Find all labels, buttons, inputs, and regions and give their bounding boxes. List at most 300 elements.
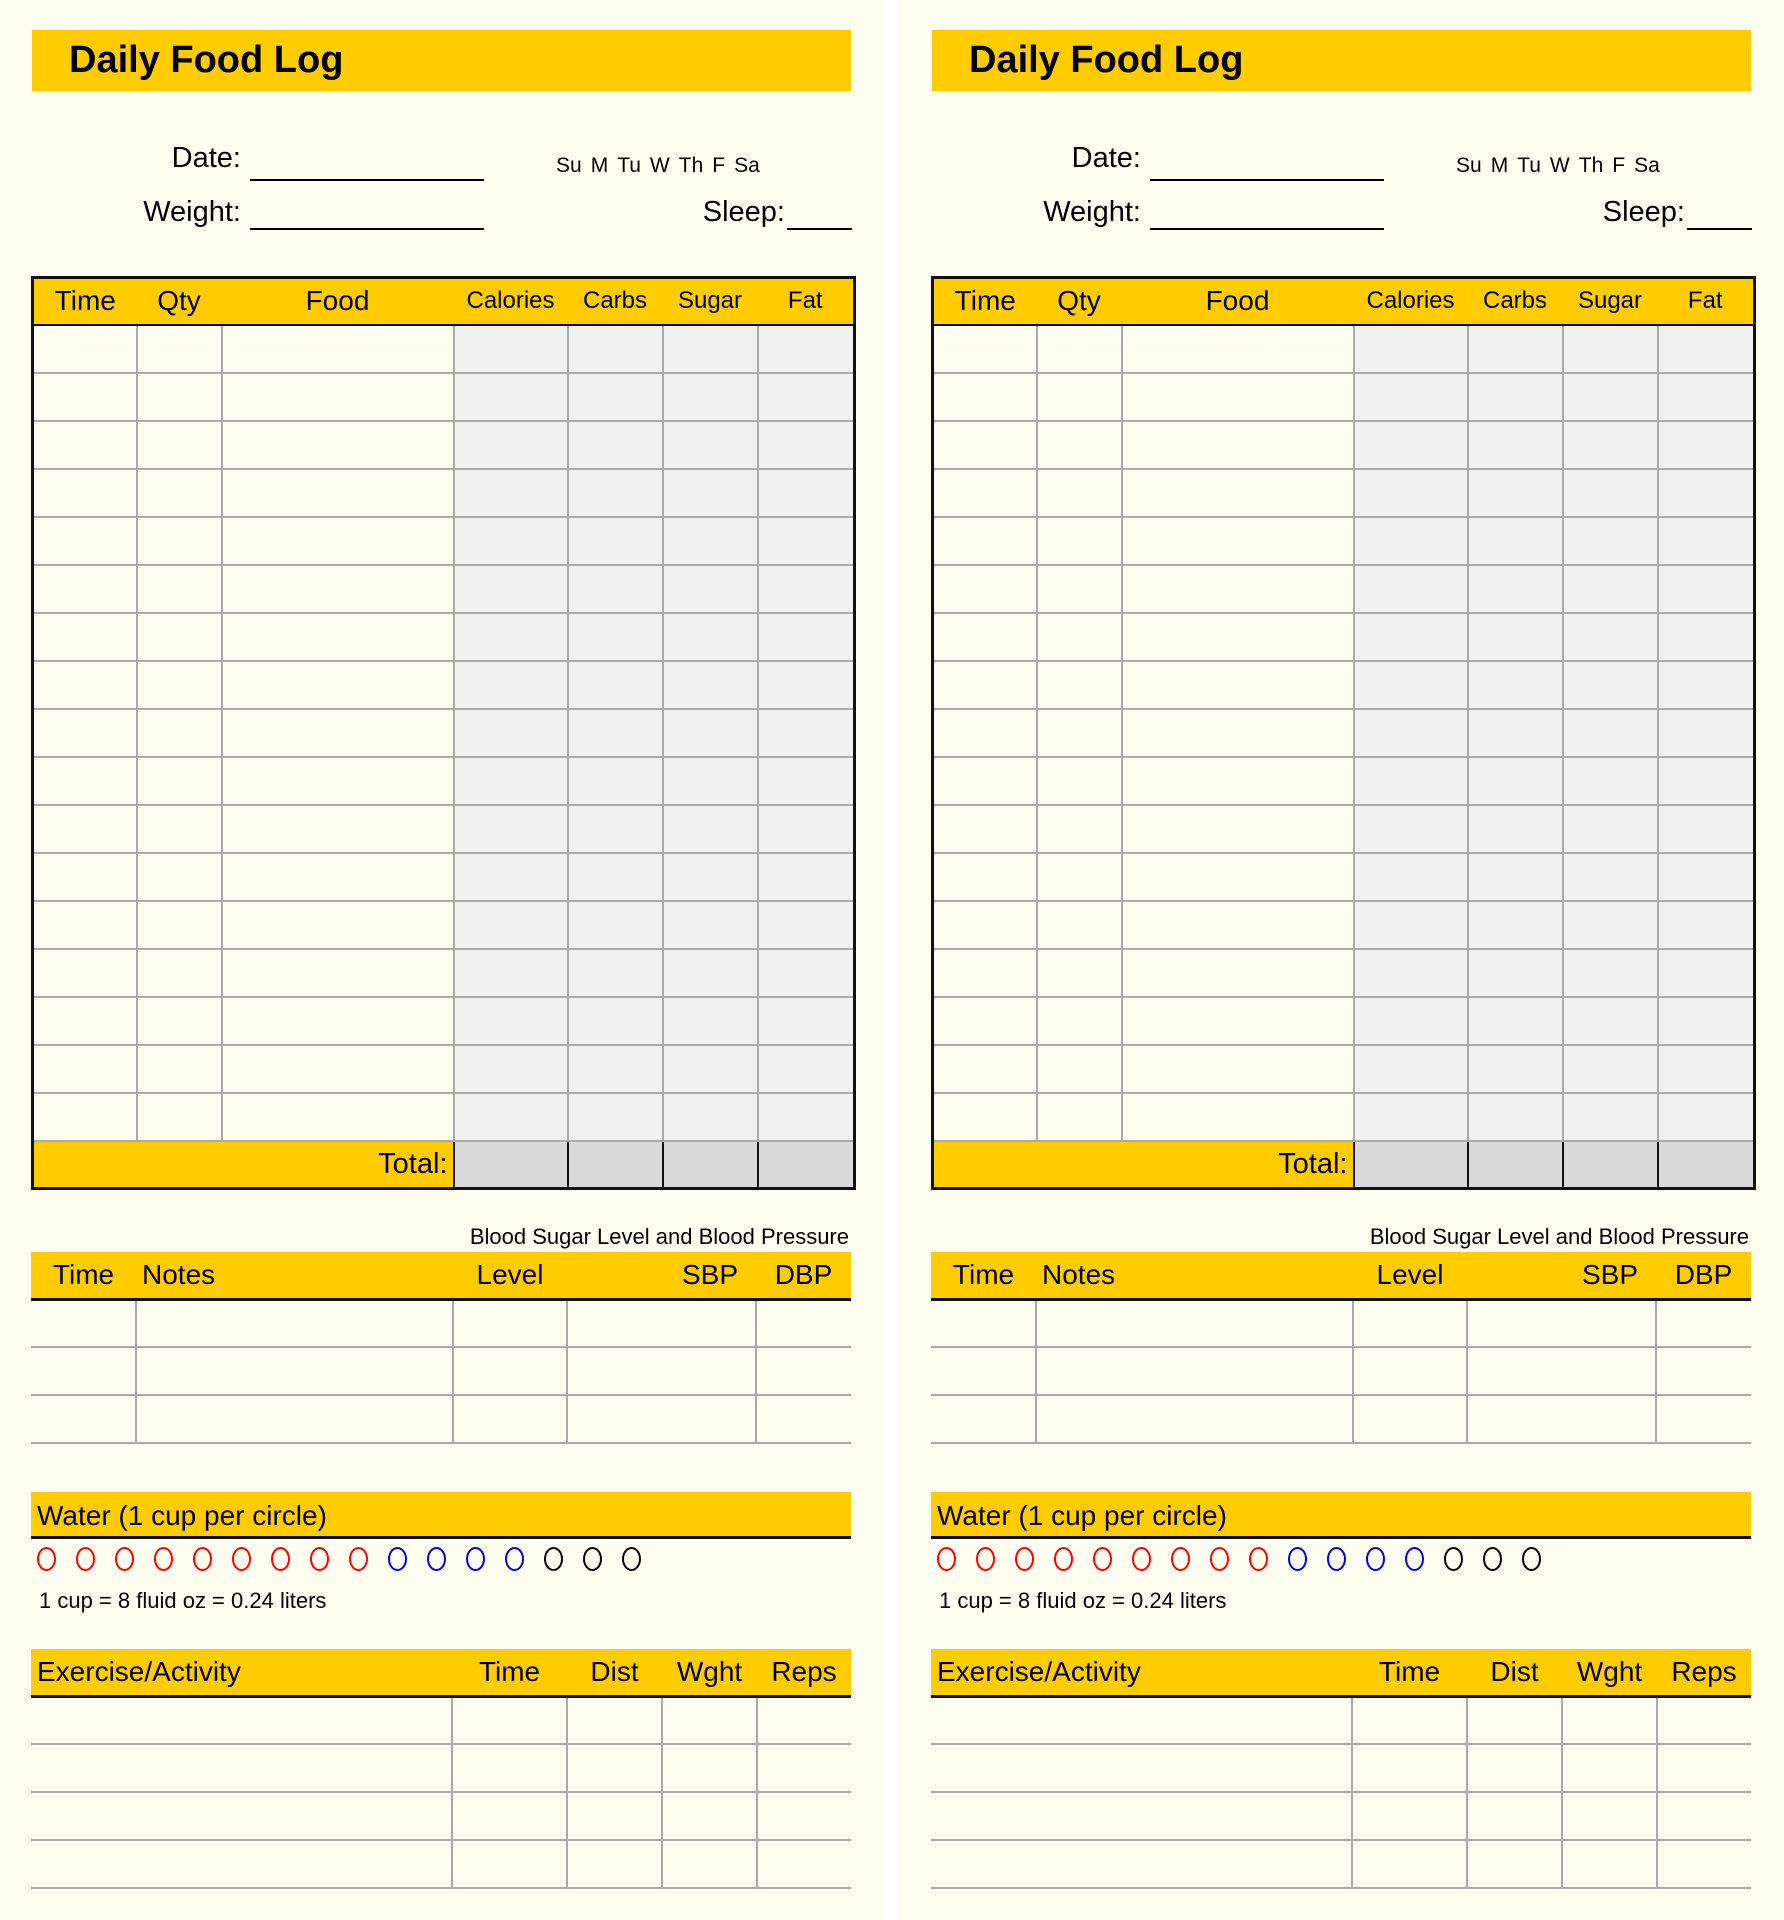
food-cell-time[interactable] (933, 805, 1037, 853)
blood-cell-level[interactable] (1353, 1395, 1467, 1443)
food-cell-fat[interactable] (1658, 613, 1755, 661)
water-cup-circle[interactable] (1132, 1547, 1151, 1571)
food-cell-carbs[interactable] (1468, 421, 1563, 469)
blood-cell-time[interactable] (931, 1299, 1036, 1347)
exercise-cell-reps[interactable] (757, 1744, 851, 1792)
exercise-cell-activity[interactable] (31, 1744, 452, 1792)
water-cup-circle[interactable] (1405, 1547, 1424, 1571)
food-cell-sugar[interactable] (663, 709, 758, 757)
food-cell-sugar[interactable] (663, 1045, 758, 1093)
exercise-cell-reps[interactable] (1657, 1792, 1751, 1840)
food-cell-carbs[interactable] (1468, 997, 1563, 1045)
food-cell-fat[interactable] (758, 757, 855, 805)
food-cell-time[interactable] (933, 661, 1037, 709)
food-cell-sugar[interactable] (1563, 421, 1658, 469)
weekday-f[interactable]: F (712, 154, 726, 177)
food-cell-carbs[interactable] (568, 469, 663, 517)
food-cell-carbs[interactable] (568, 901, 663, 949)
exercise-cell-time[interactable] (1352, 1840, 1467, 1888)
food-cell-calories[interactable] (454, 1045, 568, 1093)
exercise-cell-time[interactable] (1352, 1744, 1467, 1792)
food-cell-sugar[interactable] (1563, 901, 1658, 949)
water-cup-circle[interactable] (1171, 1547, 1190, 1571)
exercise-cell-wght[interactable] (1562, 1840, 1657, 1888)
weekday-m[interactable]: M (1490, 154, 1509, 177)
food-cell-qty[interactable] (137, 517, 222, 565)
food-cell-food[interactable] (1122, 805, 1354, 853)
food-cell-food[interactable] (1122, 997, 1354, 1045)
food-cell-qty[interactable] (1037, 757, 1122, 805)
food-cell-fat[interactable] (758, 613, 855, 661)
weekday-tu[interactable]: Tu (617, 154, 641, 177)
food-cell-fat[interactable] (758, 805, 855, 853)
food-cell-calories[interactable] (1354, 325, 1468, 373)
exercise-cell-dist[interactable] (567, 1744, 662, 1792)
food-cell-sugar[interactable] (1563, 661, 1658, 709)
food-cell-food[interactable] (1122, 565, 1354, 613)
food-cell-fat[interactable] (1658, 517, 1755, 565)
food-cell-sugar[interactable] (1563, 805, 1658, 853)
food-cell-calories[interactable] (1354, 805, 1468, 853)
food-cell-fat[interactable] (1658, 805, 1755, 853)
food-cell-qty[interactable] (1037, 853, 1122, 901)
food-cell-food[interactable] (1122, 901, 1354, 949)
weekday-th[interactable]: Th (678, 154, 704, 177)
food-cell-sugar[interactable] (1563, 373, 1658, 421)
date-field[interactable] (1150, 179, 1384, 181)
water-cup-circle[interactable] (583, 1547, 602, 1571)
food-cell-qty[interactable] (1037, 901, 1122, 949)
food-cell-food[interactable] (222, 709, 454, 757)
blood-cell-dbp[interactable] (1656, 1395, 1751, 1443)
food-cell-food[interactable] (1122, 949, 1354, 997)
exercise-cell-reps[interactable] (757, 1696, 851, 1744)
food-cell-fat[interactable] (1658, 709, 1755, 757)
exercise-cell-reps[interactable] (1657, 1840, 1751, 1888)
weight-field[interactable] (250, 228, 484, 230)
food-cell-fat[interactable] (1658, 1045, 1755, 1093)
food-cell-qty[interactable] (137, 325, 222, 373)
food-cell-fat[interactable] (1658, 421, 1755, 469)
water-cup-circle[interactable] (1483, 1547, 1502, 1571)
food-cell-qty[interactable] (137, 853, 222, 901)
food-cell-calories[interactable] (1354, 997, 1468, 1045)
food-cell-calories[interactable] (1354, 373, 1468, 421)
food-cell-calories[interactable] (1354, 757, 1468, 805)
food-cell-time[interactable] (933, 757, 1037, 805)
water-cup-circle[interactable] (622, 1547, 641, 1571)
exercise-cell-time[interactable] (1352, 1696, 1467, 1744)
food-cell-food[interactable] (222, 805, 454, 853)
food-cell-food[interactable] (222, 1093, 454, 1141)
total-fat-cell[interactable] (758, 1141, 855, 1189)
food-cell-qty[interactable] (1037, 613, 1122, 661)
food-cell-fat[interactable] (758, 517, 855, 565)
food-cell-food[interactable] (1122, 661, 1354, 709)
food-cell-time[interactable] (933, 421, 1037, 469)
food-cell-carbs[interactable] (1468, 901, 1563, 949)
food-cell-carbs[interactable] (568, 373, 663, 421)
food-cell-carbs[interactable] (1468, 1093, 1563, 1141)
weekday-th[interactable]: Th (1578, 154, 1604, 177)
total-calories-cell[interactable] (454, 1141, 568, 1189)
exercise-cell-time[interactable] (452, 1840, 567, 1888)
food-cell-time[interactable] (933, 1093, 1037, 1141)
food-cell-food[interactable] (222, 661, 454, 709)
food-cell-fat[interactable] (758, 325, 855, 373)
weekday-sa[interactable]: Sa (734, 154, 760, 177)
exercise-cell-time[interactable] (452, 1744, 567, 1792)
weekday-m[interactable]: M (590, 154, 609, 177)
food-cell-sugar[interactable] (663, 517, 758, 565)
food-cell-calories[interactable] (454, 901, 568, 949)
food-cell-time[interactable] (33, 661, 137, 709)
food-cell-food[interactable] (222, 757, 454, 805)
blood-cell-sbp[interactable] (567, 1395, 756, 1443)
food-cell-sugar[interactable] (663, 949, 758, 997)
food-cell-fat[interactable] (758, 1045, 855, 1093)
blood-cell-dbp[interactable] (1656, 1347, 1751, 1395)
food-cell-sugar[interactable] (1563, 469, 1658, 517)
food-cell-sugar[interactable] (663, 1093, 758, 1141)
food-cell-food[interactable] (222, 613, 454, 661)
food-cell-carbs[interactable] (1468, 373, 1563, 421)
food-cell-qty[interactable] (1037, 1045, 1122, 1093)
food-cell-carbs[interactable] (568, 853, 663, 901)
food-cell-fat[interactable] (1658, 565, 1755, 613)
food-cell-carbs[interactable] (1468, 661, 1563, 709)
food-cell-qty[interactable] (1037, 661, 1122, 709)
water-cup-circle[interactable] (37, 1547, 56, 1571)
exercise-cell-reps[interactable] (757, 1840, 851, 1888)
exercise-cell-wght[interactable] (662, 1840, 757, 1888)
food-cell-fat[interactable] (758, 373, 855, 421)
food-cell-calories[interactable] (1354, 901, 1468, 949)
food-cell-sugar[interactable] (663, 325, 758, 373)
water-cup-circle[interactable] (1054, 1547, 1073, 1571)
food-cell-calories[interactable] (454, 613, 568, 661)
blood-cell-level[interactable] (1353, 1299, 1467, 1347)
food-cell-calories[interactable] (1354, 1093, 1468, 1141)
food-cell-time[interactable] (33, 997, 137, 1045)
water-cup-circle[interactable] (193, 1547, 212, 1571)
food-cell-carbs[interactable] (568, 805, 663, 853)
food-cell-calories[interactable] (454, 565, 568, 613)
blood-cell-time[interactable] (31, 1299, 136, 1347)
food-cell-calories[interactable] (454, 709, 568, 757)
food-cell-qty[interactable] (1037, 517, 1122, 565)
water-cup-circle[interactable] (154, 1547, 173, 1571)
food-cell-time[interactable] (33, 469, 137, 517)
exercise-cell-activity[interactable] (31, 1792, 452, 1840)
food-cell-food[interactable] (222, 997, 454, 1045)
food-cell-qty[interactable] (1037, 709, 1122, 757)
food-cell-qty[interactable] (1037, 325, 1122, 373)
food-cell-calories[interactable] (454, 997, 568, 1045)
food-cell-carbs[interactable] (568, 325, 663, 373)
food-cell-calories[interactable] (454, 805, 568, 853)
food-cell-calories[interactable] (454, 853, 568, 901)
exercise-cell-time[interactable] (1352, 1792, 1467, 1840)
food-cell-sugar[interactable] (663, 469, 758, 517)
food-cell-carbs[interactable] (568, 709, 663, 757)
food-cell-fat[interactable] (758, 997, 855, 1045)
food-cell-sugar[interactable] (663, 565, 758, 613)
food-cell-sugar[interactable] (663, 805, 758, 853)
food-cell-sugar[interactable] (663, 373, 758, 421)
blood-cell-notes[interactable] (136, 1395, 453, 1443)
food-cell-sugar[interactable] (663, 757, 758, 805)
food-cell-time[interactable] (33, 517, 137, 565)
food-cell-food[interactable] (1122, 1093, 1354, 1141)
food-cell-carbs[interactable] (568, 661, 663, 709)
food-cell-carbs[interactable] (568, 1045, 663, 1093)
food-cell-calories[interactable] (454, 949, 568, 997)
water-cup-circle[interactable] (388, 1547, 407, 1571)
exercise-cell-wght[interactable] (1562, 1744, 1657, 1792)
food-cell-qty[interactable] (1037, 997, 1122, 1045)
blood-cell-sbp[interactable] (1467, 1299, 1656, 1347)
food-cell-calories[interactable] (1354, 1045, 1468, 1093)
blood-cell-time[interactable] (31, 1347, 136, 1395)
food-cell-time[interactable] (33, 1093, 137, 1141)
sleep-field[interactable] (1687, 228, 1752, 230)
food-cell-sugar[interactable] (663, 613, 758, 661)
food-cell-fat[interactable] (1658, 325, 1755, 373)
weekday-w[interactable]: W (649, 154, 670, 177)
blood-cell-level[interactable] (453, 1299, 567, 1347)
water-cup-circle[interactable] (937, 1547, 956, 1571)
food-cell-carbs[interactable] (568, 421, 663, 469)
food-cell-fat[interactable] (758, 853, 855, 901)
food-cell-calories[interactable] (454, 757, 568, 805)
food-cell-calories[interactable] (454, 661, 568, 709)
food-cell-qty[interactable] (137, 949, 222, 997)
exercise-cell-activity[interactable] (31, 1696, 452, 1744)
food-cell-calories[interactable] (454, 469, 568, 517)
food-cell-fat[interactable] (1658, 469, 1755, 517)
food-cell-time[interactable] (33, 901, 137, 949)
food-cell-food[interactable] (1122, 1045, 1354, 1093)
food-cell-qty[interactable] (137, 997, 222, 1045)
food-cell-carbs[interactable] (1468, 517, 1563, 565)
food-cell-fat[interactable] (1658, 661, 1755, 709)
exercise-cell-dist[interactable] (1467, 1840, 1562, 1888)
weekday-w[interactable]: W (1549, 154, 1570, 177)
food-cell-food[interactable] (1122, 613, 1354, 661)
food-cell-qty[interactable] (137, 613, 222, 661)
food-cell-carbs[interactable] (568, 613, 663, 661)
weekday-su[interactable]: Su (556, 154, 582, 177)
exercise-cell-wght[interactable] (1562, 1696, 1657, 1744)
food-cell-qty[interactable] (137, 1045, 222, 1093)
food-cell-qty[interactable] (137, 709, 222, 757)
food-cell-food[interactable] (1122, 517, 1354, 565)
water-cup-circle[interactable] (1366, 1547, 1385, 1571)
total-carbs-cell[interactable] (1468, 1141, 1563, 1189)
food-cell-carbs[interactable] (1468, 325, 1563, 373)
food-cell-carbs[interactable] (1468, 469, 1563, 517)
food-cell-food[interactable] (222, 421, 454, 469)
food-cell-fat[interactable] (758, 709, 855, 757)
food-cell-sugar[interactable] (1563, 709, 1658, 757)
blood-cell-time[interactable] (931, 1395, 1036, 1443)
food-cell-time[interactable] (33, 565, 137, 613)
water-cup-circle[interactable] (466, 1547, 485, 1571)
food-cell-calories[interactable] (1354, 613, 1468, 661)
total-sugar-cell[interactable] (663, 1141, 758, 1189)
food-cell-calories[interactable] (454, 325, 568, 373)
water-cup-circle[interactable] (1444, 1547, 1463, 1571)
blood-cell-level[interactable] (453, 1395, 567, 1443)
blood-cell-notes[interactable] (1036, 1299, 1353, 1347)
food-cell-calories[interactable] (1354, 853, 1468, 901)
food-cell-food[interactable] (1122, 469, 1354, 517)
food-cell-time[interactable] (933, 853, 1037, 901)
total-fat-cell[interactable] (1658, 1141, 1755, 1189)
food-cell-time[interactable] (933, 325, 1037, 373)
food-cell-qty[interactable] (1037, 1093, 1122, 1141)
food-cell-fat[interactable] (1658, 1093, 1755, 1141)
food-cell-sugar[interactable] (663, 421, 758, 469)
food-cell-fat[interactable] (758, 469, 855, 517)
water-cup-circle[interactable] (976, 1547, 995, 1571)
food-cell-fat[interactable] (1658, 901, 1755, 949)
blood-cell-notes[interactable] (136, 1299, 453, 1347)
food-cell-time[interactable] (33, 949, 137, 997)
food-cell-time[interactable] (933, 949, 1037, 997)
food-cell-food[interactable] (1122, 421, 1354, 469)
exercise-cell-dist[interactable] (1467, 1696, 1562, 1744)
food-cell-qty[interactable] (1037, 469, 1122, 517)
water-cup-circle[interactable] (76, 1547, 95, 1571)
food-cell-food[interactable] (222, 373, 454, 421)
exercise-cell-reps[interactable] (1657, 1744, 1751, 1792)
food-cell-food[interactable] (1122, 709, 1354, 757)
blood-cell-time[interactable] (31, 1395, 136, 1443)
exercise-cell-reps[interactable] (1657, 1696, 1751, 1744)
exercise-cell-time[interactable] (452, 1696, 567, 1744)
date-field[interactable] (250, 179, 484, 181)
exercise-cell-dist[interactable] (567, 1792, 662, 1840)
water-cup-circle[interactable] (1093, 1547, 1112, 1571)
food-cell-food[interactable] (222, 517, 454, 565)
blood-cell-notes[interactable] (1036, 1347, 1353, 1395)
blood-cell-dbp[interactable] (756, 1347, 851, 1395)
food-cell-qty[interactable] (137, 373, 222, 421)
food-cell-time[interactable] (33, 325, 137, 373)
water-cup-circle[interactable] (1327, 1547, 1346, 1571)
food-cell-sugar[interactable] (1563, 853, 1658, 901)
food-cell-carbs[interactable] (1468, 853, 1563, 901)
water-cup-circle[interactable] (544, 1547, 563, 1571)
exercise-cell-dist[interactable] (1467, 1792, 1562, 1840)
food-cell-qty[interactable] (1037, 373, 1122, 421)
water-cup-circle[interactable] (1249, 1547, 1268, 1571)
food-cell-qty[interactable] (137, 757, 222, 805)
blood-cell-sbp[interactable] (1467, 1347, 1656, 1395)
food-cell-sugar[interactable] (1563, 1045, 1658, 1093)
food-cell-qty[interactable] (1037, 421, 1122, 469)
blood-cell-sbp[interactable] (1467, 1395, 1656, 1443)
food-cell-food[interactable] (222, 469, 454, 517)
water-cup-circle[interactable] (271, 1547, 290, 1571)
food-cell-sugar[interactable] (663, 901, 758, 949)
food-cell-carbs[interactable] (568, 757, 663, 805)
food-cell-sugar[interactable] (663, 853, 758, 901)
food-cell-calories[interactable] (454, 373, 568, 421)
food-cell-calories[interactable] (454, 1093, 568, 1141)
food-cell-time[interactable] (933, 901, 1037, 949)
food-cell-fat[interactable] (758, 949, 855, 997)
water-cup-circle[interactable] (1015, 1547, 1034, 1571)
blood-cell-level[interactable] (1353, 1347, 1467, 1395)
food-cell-time[interactable] (33, 1045, 137, 1093)
weekday-f[interactable]: F (1612, 154, 1626, 177)
total-calories-cell[interactable] (1354, 1141, 1468, 1189)
food-cell-fat[interactable] (758, 565, 855, 613)
food-cell-sugar[interactable] (1563, 613, 1658, 661)
food-cell-carbs[interactable] (1468, 757, 1563, 805)
food-cell-sugar[interactable] (1563, 949, 1658, 997)
food-cell-qty[interactable] (137, 661, 222, 709)
exercise-cell-wght[interactable] (662, 1792, 757, 1840)
water-cup-circle[interactable] (115, 1547, 134, 1571)
water-cup-circle[interactable] (1522, 1547, 1541, 1571)
food-cell-qty[interactable] (1037, 805, 1122, 853)
food-cell-carbs[interactable] (1468, 613, 1563, 661)
food-cell-food[interactable] (222, 949, 454, 997)
food-cell-time[interactable] (33, 421, 137, 469)
water-cup-circle[interactable] (232, 1547, 251, 1571)
blood-cell-level[interactable] (453, 1347, 567, 1395)
food-cell-time[interactable] (933, 373, 1037, 421)
food-cell-sugar[interactable] (1563, 565, 1658, 613)
food-cell-qty[interactable] (137, 1093, 222, 1141)
food-cell-food[interactable] (222, 325, 454, 373)
food-cell-fat[interactable] (1658, 997, 1755, 1045)
food-cell-time[interactable] (933, 613, 1037, 661)
exercise-cell-wght[interactable] (662, 1744, 757, 1792)
food-cell-sugar[interactable] (1563, 757, 1658, 805)
food-cell-fat[interactable] (758, 661, 855, 709)
food-cell-calories[interactable] (454, 421, 568, 469)
food-cell-time[interactable] (933, 1045, 1037, 1093)
food-cell-sugar[interactable] (1563, 517, 1658, 565)
food-cell-sugar[interactable] (663, 661, 758, 709)
food-cell-fat[interactable] (758, 421, 855, 469)
water-cup-circle[interactable] (310, 1547, 329, 1571)
food-cell-qty[interactable] (1037, 565, 1122, 613)
food-cell-time[interactable] (33, 373, 137, 421)
food-cell-qty[interactable] (137, 565, 222, 613)
water-cup-circle[interactable] (349, 1547, 368, 1571)
food-cell-time[interactable] (33, 757, 137, 805)
food-cell-calories[interactable] (454, 517, 568, 565)
sleep-field[interactable] (787, 228, 852, 230)
water-cup-circle[interactable] (427, 1547, 446, 1571)
food-cell-fat[interactable] (758, 1093, 855, 1141)
food-cell-sugar[interactable] (1563, 997, 1658, 1045)
total-carbs-cell[interactable] (568, 1141, 663, 1189)
food-cell-qty[interactable] (137, 901, 222, 949)
exercise-cell-dist[interactable] (567, 1840, 662, 1888)
food-cell-carbs[interactable] (568, 1093, 663, 1141)
food-cell-carbs[interactable] (1468, 949, 1563, 997)
blood-cell-notes[interactable] (136, 1347, 453, 1395)
water-cup-circle[interactable] (1288, 1547, 1307, 1571)
exercise-cell-activity[interactable] (931, 1744, 1352, 1792)
